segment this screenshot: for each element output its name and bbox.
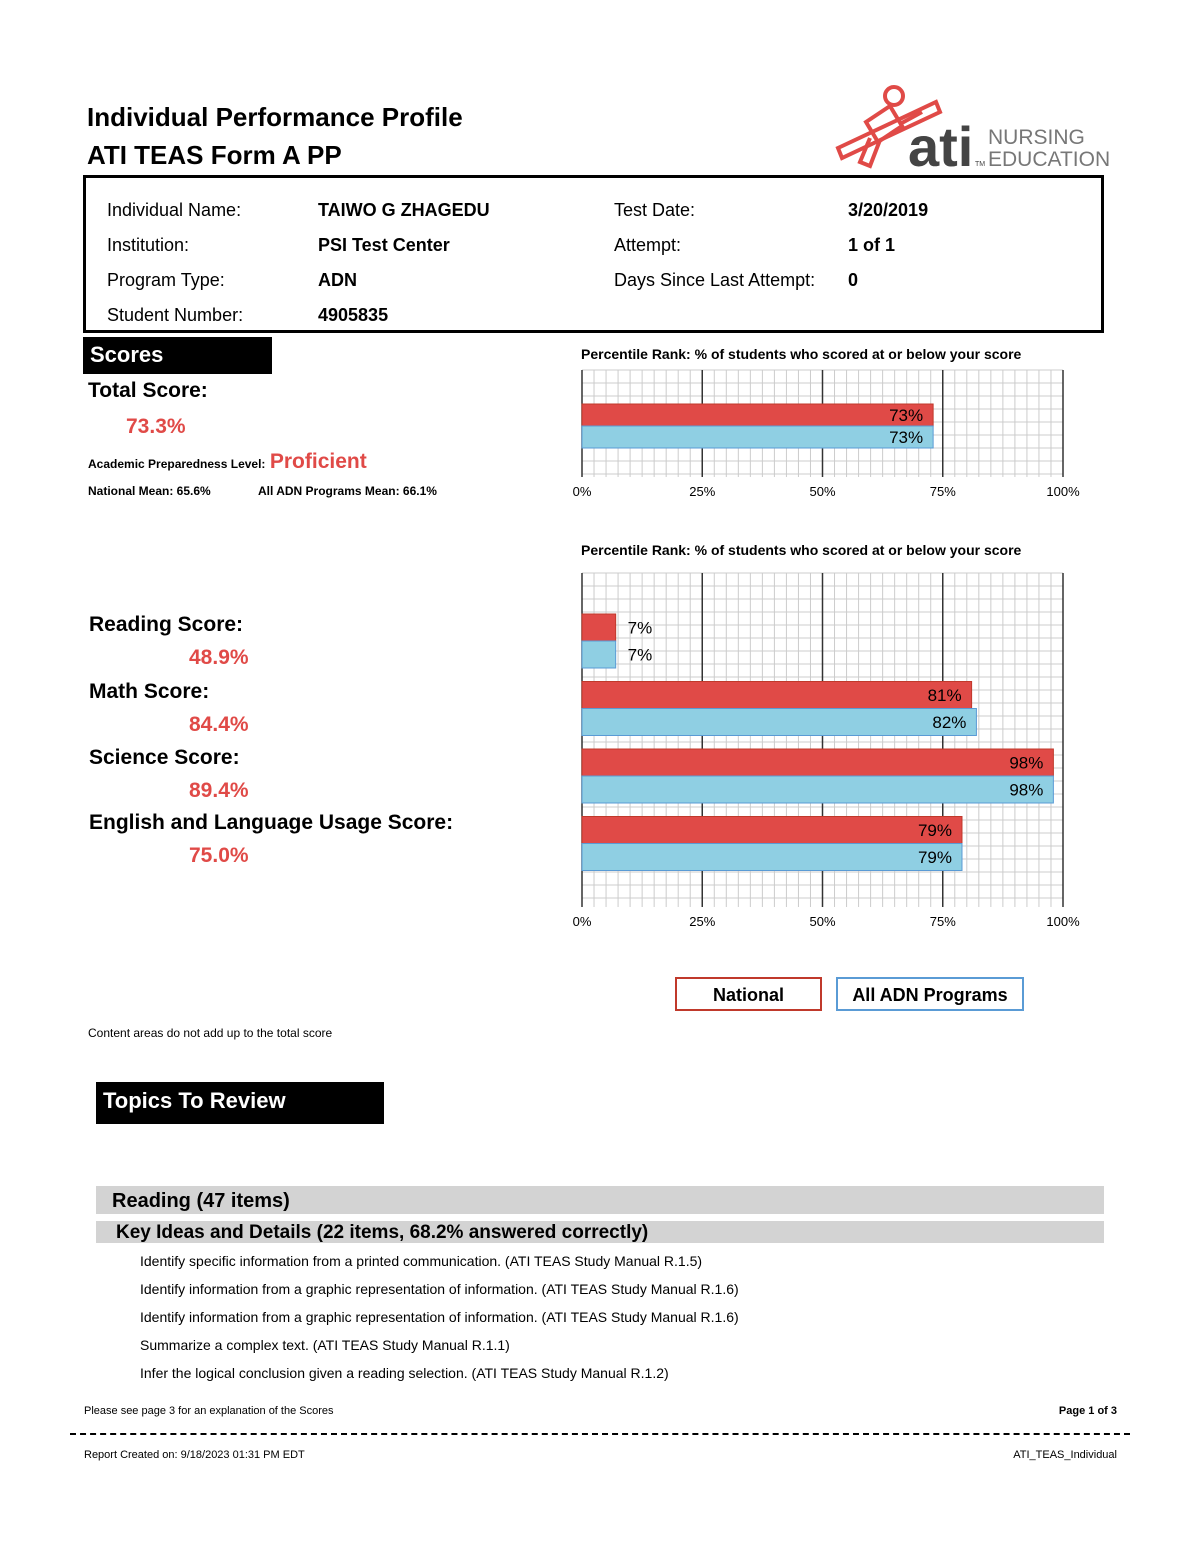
topic-item: Identify specific information from a printed communication. (ATI TEAS Study Manual R.1.5) [140,1253,703,1269]
institution-label: Institution: [107,235,190,255]
content-percentile-chart [560,568,1100,936]
ati-logo [830,82,1110,174]
test-date-value: 3/20/2019 [848,200,929,220]
preparedness-value: Proficient [269,450,367,473]
topics-subsection: Key Ideas and Details (22 items, 68.2% answered correctly) [96,1221,1104,1243]
axis-tick-label: 0% [572,914,592,929]
bar-adn-reading [582,641,616,668]
bar-label: 98% [1009,753,1044,773]
logo-line2: EDUCATION [988,148,1110,171]
axis-tick-label: 100% [1046,914,1080,929]
footer-note: Please see page 3 for an explanation of the Scores [84,1405,334,1417]
bar-label: 7% [627,618,653,638]
attempt-value: 1 of 1 [848,235,896,255]
axis-tick-label: 50% [809,914,836,929]
total-percentile-chart [560,365,1100,505]
bar-adn-english-and-language-usage [582,844,962,871]
axis-tick-label: 50% [809,484,836,499]
topics-section-reading: Reading (47 items) [96,1186,1104,1214]
science-score-value: 89.4% [189,779,249,802]
bar-national-science [582,749,1053,776]
bar-label: 82% [932,713,967,732]
bar-national-total [582,404,933,426]
preparedness-label: Academic Preparedness Level: [88,457,266,471]
legend-national: National [675,977,822,1011]
adn-mean: All ADN Programs Mean: 66.1% [258,484,437,498]
topic-item: Infer the logical conclusion given a reading selection. (ATI TEAS Study Manual R.1.2) [140,1365,669,1381]
name-label: Individual Name: [107,200,242,220]
national-mean: National Mean: 65.6% [88,484,211,498]
axis-tick-label: 25% [689,914,716,929]
student-number-label: Student Number: [107,305,244,325]
logo-tm: TM [975,161,986,168]
content-note: Content areas do not add up to the total score [88,1026,333,1040]
bar-label: 81% [927,686,962,705]
chart1-title: Percentile Rank: % of students who scored at or below your score [581,346,1022,362]
document-id: ATI_TEAS_Individual [1013,1449,1117,1461]
footer-divider [70,1433,1130,1435]
bar-adn-total [582,426,933,448]
test-date-label: Test Date: [614,200,696,220]
reading-score-value: 48.9% [189,646,249,669]
axis-tick-label: 75% [929,914,956,929]
institution-value: PSI Test Center [318,235,450,255]
logo-word: ati [908,115,974,174]
bar-national-english-and-language-usage [582,817,962,844]
bar-national-math [582,682,972,709]
bar-adn-math [582,709,976,736]
days-since-label: Days Since Last Attempt: [614,270,816,290]
axis-tick-label: 75% [929,484,956,499]
math-score-label: Math Score: [89,680,210,703]
days-since-value: 0 [848,270,859,290]
page-number: Page 1 of 3 [1058,1405,1117,1417]
english-score-label: English and Language Usage Score: [89,811,454,834]
ati-logo-mark-icon [830,82,1110,174]
program-label: Program Type: [107,270,225,290]
total-score-label: Total Score: [88,379,208,402]
logo-line1: NURSING [988,126,1085,149]
bar-national-reading [582,614,616,641]
topic-item: Identify information from a graphic representation of information. (ATI TEAS Study Manual R.1.6) [140,1309,739,1325]
bar-adn-science [582,776,1053,803]
axis-tick-label: 0% [572,484,592,499]
page-title: Individual Performance Profile [87,102,463,132]
axis-tick-label: 100% [1046,484,1080,499]
science-score-label: Science Score: [89,746,240,769]
preparedness-level [88,450,367,474]
bar-label: 7% [627,645,653,665]
bar-label: 73% [889,406,924,425]
student-number-value: 4905835 [318,305,389,325]
topic-item: Summarize a complex text. (ATI TEAS Study Manual R.1.1) [140,1337,510,1353]
bar-label: 79% [917,848,952,867]
topics-header: Topics To Review [96,1082,384,1124]
bar-label: 73% [889,428,924,447]
bar-label: 79% [917,821,952,840]
program-value: ADN [318,270,357,290]
axis-tick-label: 25% [689,484,716,499]
chart2-title: Percentile Rank: % of students who scored at or below your score [581,542,1022,558]
name-value: TAIWO G ZHAGEDU [318,200,490,220]
total-score-value: 73.3% [126,415,186,438]
math-score-value: 84.4% [189,713,249,736]
attempt-label: Attempt: [614,235,682,255]
bar-label: 98% [1009,780,1044,800]
legend-adn: All ADN Programs [836,977,1024,1011]
topic-item: Identify information from a graphic representation of information. (ATI TEAS Study Manual R.1.6) [140,1281,739,1297]
page-subtitle: ATI TEAS Form A PP [87,140,342,170]
scores-header: Scores [83,337,272,374]
english-score-value: 75.0% [189,844,249,867]
report-created: Report Created on: 9/18/2023 01:31 PM EDT [84,1449,305,1461]
reading-score-label: Reading Score: [89,613,244,636]
